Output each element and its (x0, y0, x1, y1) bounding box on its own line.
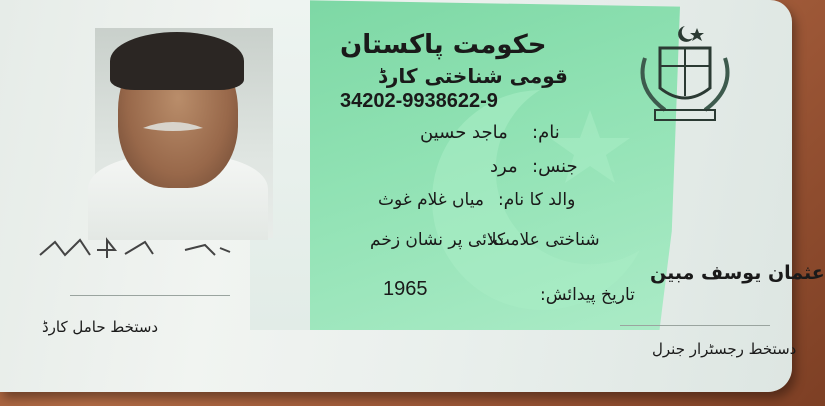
gender-value: مرد (490, 156, 518, 177)
card-title: قومی شناختی کارڈ (378, 64, 568, 88)
father-value: میاں غلام غوث (378, 190, 484, 210)
holder-signature (35, 230, 235, 270)
registrar-signature-label: دستخط رجسٹرار جنرل (652, 340, 797, 358)
dob-label: تاریخ پیدائش: (540, 285, 635, 305)
name-value: ماجد حسین (420, 122, 508, 143)
name-label: نام: (532, 122, 560, 143)
government-title: حکومت پاکستان (340, 30, 547, 60)
holder-signature-label: دستخط حامل کارڈ (42, 318, 159, 336)
photo-mustache (138, 118, 208, 138)
father-label: والد کا نام: (498, 190, 576, 210)
mark-value: کلائی پر نشان زخم (370, 230, 506, 250)
registrar-signature-line (620, 325, 770, 326)
gender-label: جنس: (532, 156, 578, 177)
photo-hair (110, 32, 244, 90)
state-emblem-icon (625, 18, 740, 128)
holder-signature-line (70, 295, 230, 296)
dob-value: 1965 (383, 278, 428, 300)
registrar-name: عثمان یوسف مبین (650, 262, 825, 284)
id-number: 34202-9938622-9 (340, 90, 498, 112)
mark-label: شناختی علامت: (488, 230, 600, 250)
